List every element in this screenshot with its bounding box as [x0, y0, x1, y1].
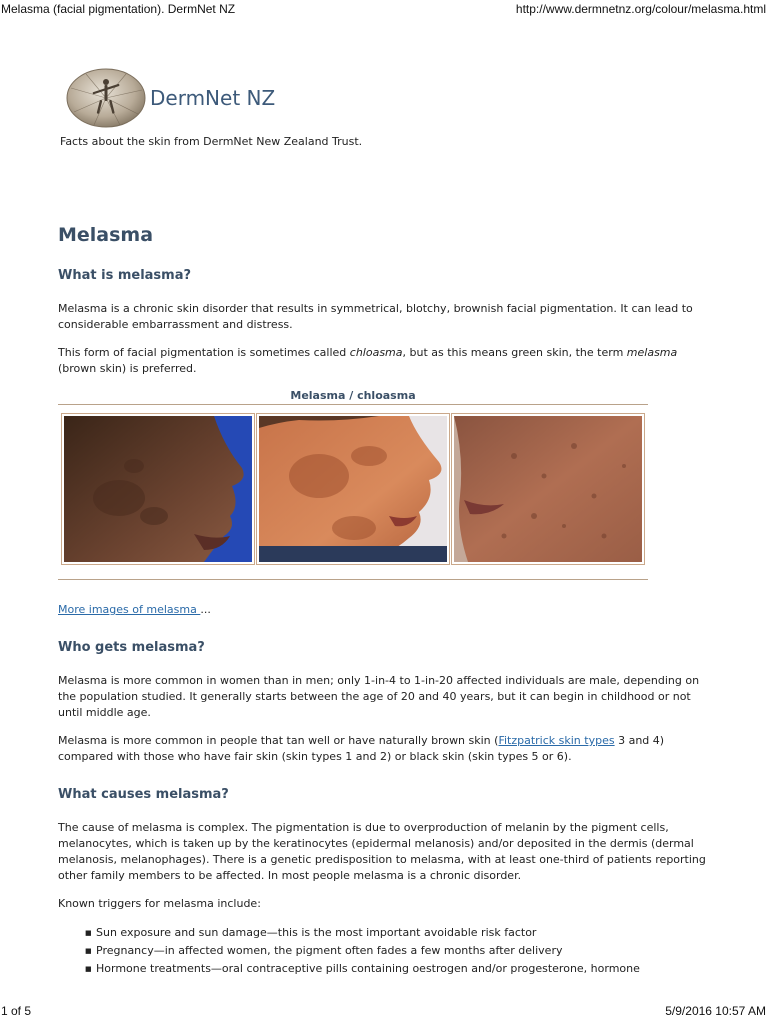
section-heading-causes: What causes melasma? [58, 787, 229, 802]
print-header-title: Melasma (facial pigmentation). DermNet NZ [1, 2, 236, 16]
list-item: ■ Pregnancy—in affected women, the pigment often fades a few months after delivery [96, 942, 713, 960]
print-header-url: http://www.dermnetnz.org/colour/melasma.html [515, 2, 766, 16]
triggers-list [58, 924, 713, 978]
article [58, 224, 713, 978]
melasma-photo-3[interactable] [451, 413, 645, 565]
page-counter: 1 of 5 [1, 1004, 32, 1018]
image-gallery [58, 389, 648, 580]
text-run: ... [200, 603, 211, 616]
term-melasma: melasma [626, 346, 678, 359]
page-title: Melasma [58, 224, 154, 246]
text-run: 3 and 4) compared with those who have fair skin (skin types 1 and 2) or black skin (skin types 5 or 6). [58, 734, 665, 763]
list-item: ■ Sun exposure and sun damage—this is the most important avoidable risk factor [96, 924, 713, 942]
list-item: ■ Hormone treatments—oral contraceptive pills containing oestrogen and/or progesterone, hormone [96, 960, 713, 978]
what-paragraph-2 [58, 345, 713, 377]
fitzpatrick-link[interactable]: Fitzpatrick skin types [498, 734, 615, 747]
text-run: (brown skin) is preferred. [58, 362, 197, 375]
site-brand[interactable]: DermNet NZ [150, 86, 276, 110]
text-run: This form of facial pigmentation is sometimes called [58, 346, 350, 359]
melasma-photo-2[interactable] [256, 413, 450, 565]
who-paragraph-2 [58, 733, 713, 765]
text-run: Melasma is more common in people that tan well or have naturally brown skin ( [58, 734, 499, 747]
causes-paragraph-1: The cause of melasma is complex. The pigmentation is due to overproduction of melanin by the pigment cells, melanocytes, which is taken up by the keratinocytes (epidermal melanosis) and/or deposited in the dermis (dermal melanosis, melanophages). There is a genetic predisposition to melasma, with at least one-third of patients reporting other family members to be affected. In most people melasma is a chronic disorder. [58, 821, 706, 882]
who-paragraph-1: Melasma is more common in women than in men; only 1-in-4 to 1-in-20 affected individuals are male, depending on the population studied. It generally starts between the age of 20 and 40 years, but it can begin in childhood or not until middle age. [58, 674, 700, 719]
section-heading-what: What is melasma? [58, 268, 192, 283]
text-run: , but as this means green skin, the term [402, 346, 627, 359]
gallery-row [58, 405, 648, 580]
melasma-photo-1[interactable] [61, 413, 255, 565]
causes-paragraph-2: Known triggers for melasma include: [58, 897, 261, 910]
print-datetime: 5/9/2016 10:57 AM [665, 1004, 766, 1018]
site-tagline: Facts about the skin from DermNet New Zealand Trust. [60, 135, 363, 148]
dermnet-logo-icon[interactable] [66, 68, 146, 128]
term-chloasma: chloasma [349, 346, 403, 359]
section-heading-who: Who gets melasma? [58, 640, 205, 655]
more-images-link[interactable]: More images of melasma [58, 603, 201, 616]
more-images-paragraph [58, 602, 713, 618]
gallery-title: Melasma / chloasma [58, 389, 648, 405]
what-paragraph-1: Melasma is a chronic skin disorder that results in symmetrical, blotchy, brownish facial pigmentation. It can lead to considerable embarrassment and distress. [58, 302, 693, 331]
